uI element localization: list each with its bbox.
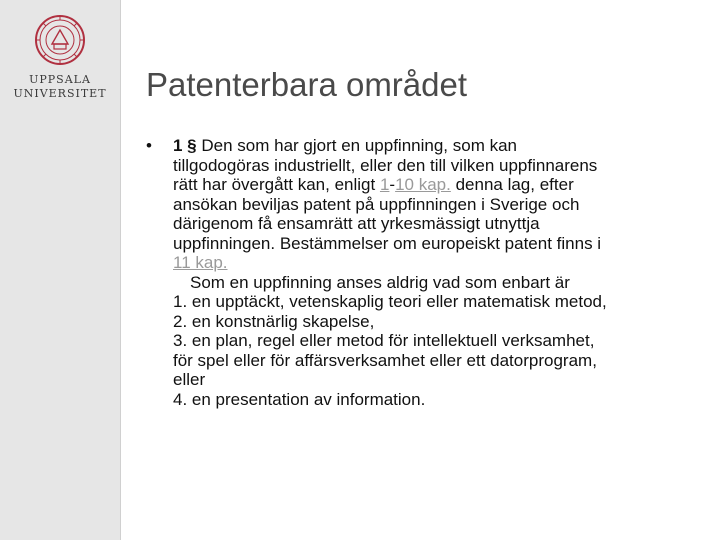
- para1-line3: rätt har övergått kan, enligt 1-10 kap. denna lag, efter: [173, 175, 574, 194]
- para2-line5: för spel eller för affärsverksamhet eller ett datorprogram,: [173, 350, 597, 370]
- para2-line1: Som en uppfinning anses aldrig vad som enbart är: [190, 272, 570, 292]
- para2-line4: 3. en plan, regel eller metod för intellektuell verksamhet,: [173, 331, 595, 350]
- para1-line7: [173, 253, 713, 273]
- para1-line2: tillgodogöras industriellt, eller den till vilken uppfinnarens: [173, 155, 598, 175]
- link-chapter-11[interactable]: 11 kap.: [173, 253, 228, 272]
- university-name-line2: UNIVERSITET: [13, 87, 107, 100]
- link-chapter-1[interactable]: 1: [379, 175, 390, 194]
- sidebar: [0, 0, 121, 540]
- para2-line3: 2. en konstnärlig skapelse,: [173, 311, 375, 331]
- slide-title: Patenterbara området: [146, 66, 468, 103]
- section-number: 1 §: [173, 136, 197, 155]
- para2-line2: 1. en upptäckt, vetenskaplig teori eller matematisk metod,: [173, 292, 607, 311]
- para1-line4: ansökan beviljas patent på uppfinningen i Sverige och: [173, 194, 580, 214]
- para1-line5: därigenom få ensamrätt att yrkesmässigt utnyttja: [173, 214, 540, 233]
- para2-line7: 4. en presentation av information.: [173, 389, 426, 409]
- university-seal-icon: [34, 14, 86, 66]
- para2-line6: eller: [173, 370, 206, 389]
- bullet-text: [173, 136, 713, 409]
- para1-line1: 1 § Den som har gjort en uppfinning, som kan: [173, 136, 517, 155]
- university-name-line1: UPPSALA: [29, 73, 91, 86]
- para1-line6: uppfinningen. Bestämmelser om europeiskt patent finns i: [173, 233, 602, 253]
- bullet-icon: •: [146, 136, 152, 155]
- link-chapter-10[interactable]: 10 kap.: [395, 175, 451, 194]
